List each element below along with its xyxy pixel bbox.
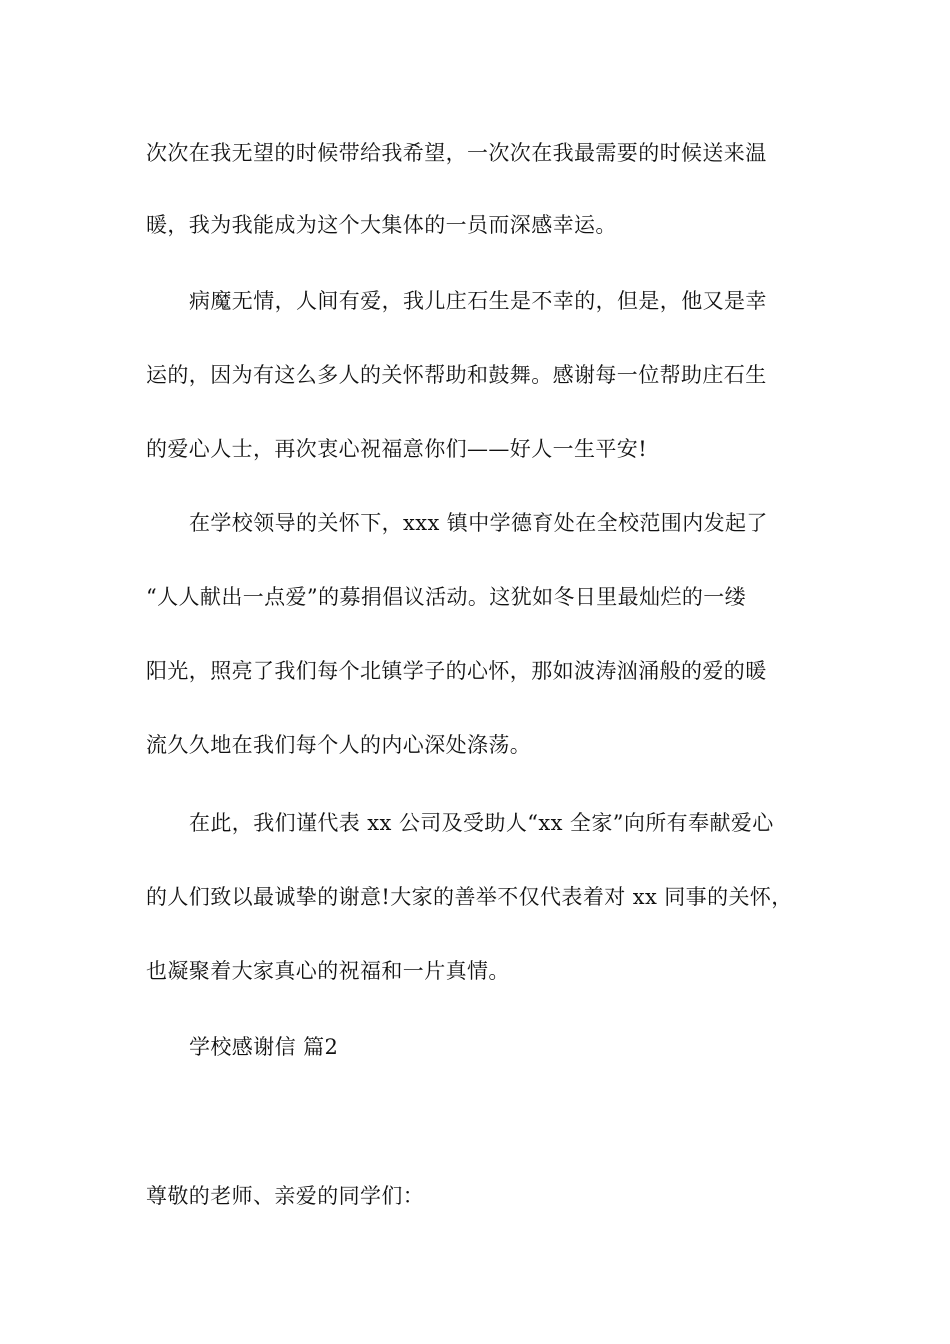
paragraph-line: 运的，因为有这么多人的关怀帮助和鼓舞。感谢每一位帮助庄石生 [146, 363, 767, 387]
paragraph-line: 在此，我们谨代表 xx 公司及受助人“xx 全家”向所有奉献爱心 [189, 811, 774, 835]
paragraph-line: 阳光，照亮了我们每个北镇学子的心怀，那如波涛汹涌般的爱的暖 [146, 659, 767, 683]
paragraph-line: 病魔无情，人间有爱，我儿庄石生是不幸的，但是，他又是幸 [189, 289, 767, 313]
paragraph-line: 在学校领导的关怀下，xxx 镇中学德育处在全校范围内发起了 [189, 511, 768, 535]
paragraph-line: 暖，我为我能成为这个大集体的一员而深感幸运。 [146, 213, 617, 237]
paragraph-line: 也凝聚着大家真心的祝福和一片真情。 [146, 959, 510, 983]
section-heading: 学校感谢信 篇2 [189, 1035, 339, 1059]
paragraph-line: 次次在我无望的时候带给我希望，一次次在我最需要的时候送来温 [146, 141, 767, 165]
paragraph-line: 的人们致以最诚挚的谢意!大家的善举不仅代表着对 xx 同事的关怀， [146, 885, 793, 909]
salutation: 尊敬的老师、亲爱的同学们： [146, 1184, 425, 1208]
paragraph-line: 流久久地在我们每个人的内心深处涤荡。 [146, 733, 532, 757]
paragraph-line: “人人献出一点爱”的募捐倡议活动。这犹如冬日里最灿烂的一缕 [146, 585, 747, 609]
paragraph-line: 的爱心人士，再次衷心祝福意你们——好人一生平安! [146, 437, 648, 461]
